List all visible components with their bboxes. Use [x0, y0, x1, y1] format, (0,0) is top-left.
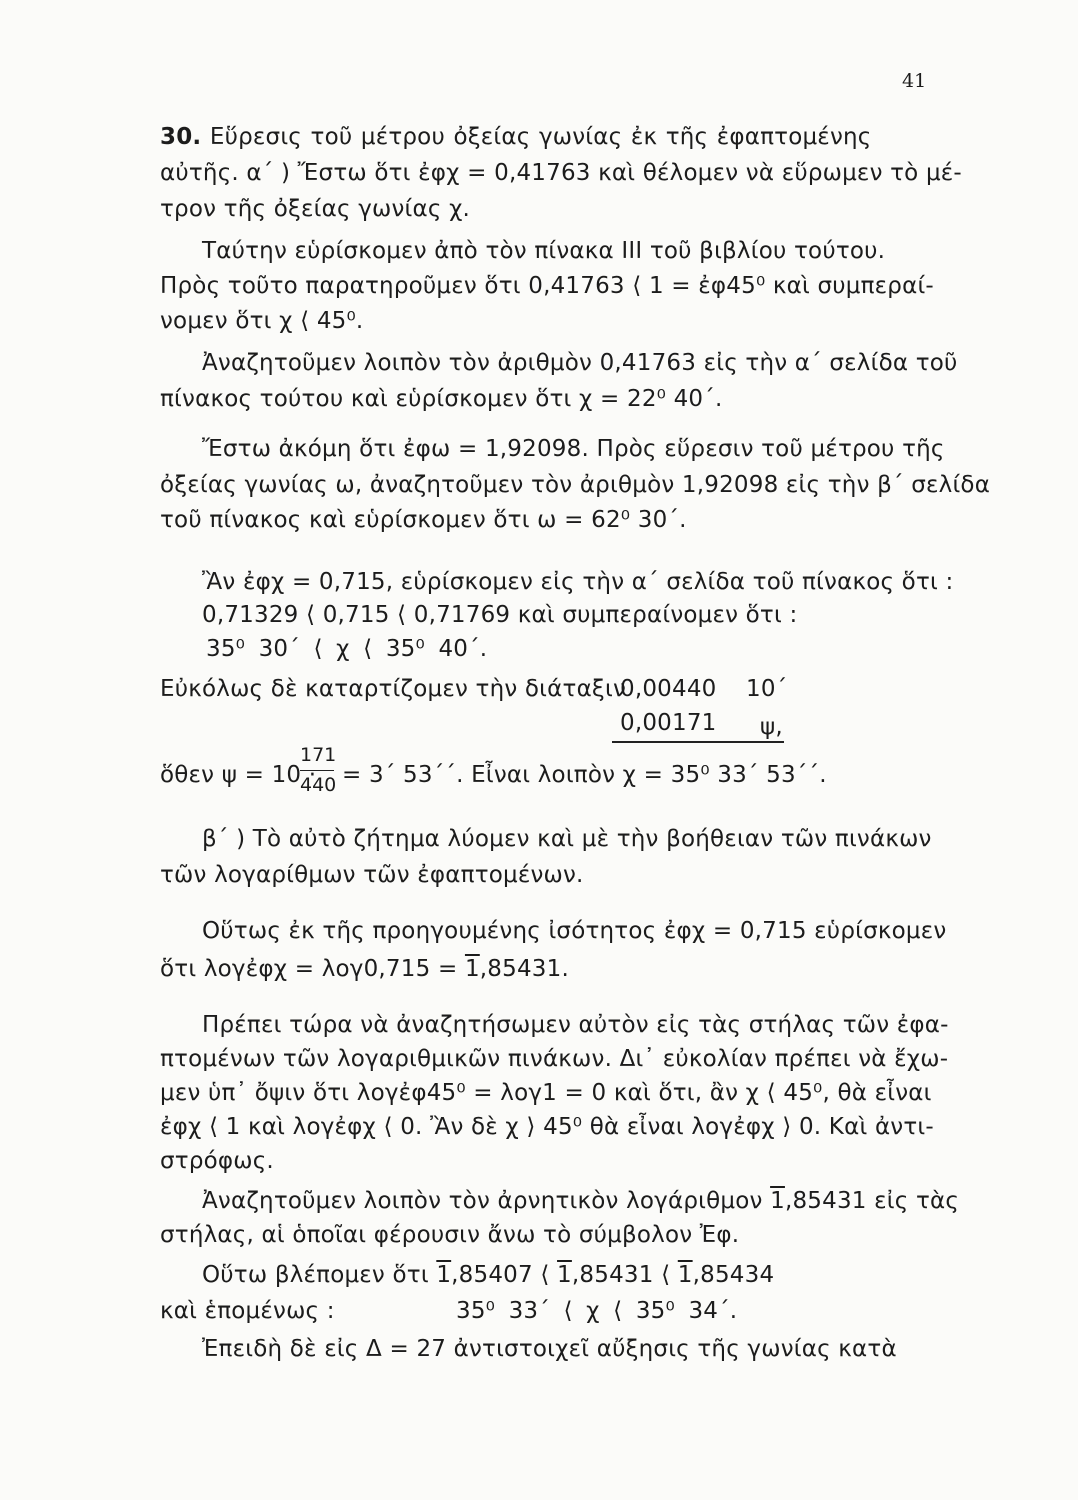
section-number: 30. [160, 124, 202, 150]
bar-digit: 1 [770, 1188, 785, 1214]
text-line-17a: ὅθεν ψ = 10 · [160, 762, 317, 788]
arrangement-value-2: 0,00171 [620, 710, 717, 736]
text-line-30a: καὶ ἑπομένως : [160, 1298, 335, 1324]
text-line-19: τῶν λογαρίθμων τῶν ἐφαπτομένων. [160, 862, 584, 888]
text-line-21b: ,85431. [479, 956, 569, 982]
arrangement-psi: ψ, [760, 714, 783, 740]
bar-digit: 1 [436, 1262, 452, 1288]
text-line-3: τρον τῆς ὀξείας γωνίας χ. [160, 196, 471, 222]
text-line-9: Ἔστω ἀκόμη ὅτι ἐφω = 1,92098. Πρὸς εὕρεσιν τοῦ μέτρου τῆς [202, 436, 945, 462]
text-line-12: Ἂν ἐφχ = 0,715, εὑρίσκομεν εἰς τὴν α΄ σελίδα τοῦ πίνακος ὅτι : [202, 569, 954, 595]
arrangement-value-1: 0,00440 [620, 676, 717, 702]
text-line-30b: 35⁰ 33΄ ⟨ χ ⟨ 35⁰ 34΄. [456, 1298, 738, 1324]
text-line-10: ὀξείας γωνίας ω, ἀναζητοῦμεν τὸν ἀριθμὸν 1,92098 εἰς τὴν β΄ σελίδα [160, 472, 991, 498]
text-line-1: α΄ ) Ἔστω ὅτι ἐφχ = 0,41763 καὶ θέλομεν νὰ εὕρωμεν τὸ μέ- [246, 160, 962, 186]
text-line-27b: ,85431 εἰς τὰς [784, 1188, 960, 1214]
text-line-8: πίνακος τούτου καὶ εὑρίσκομεν ὅτι χ = 22⁰ 40΄. [160, 386, 723, 412]
text-line-13: 0,71329 ⟨ 0,715 ⟨ 0,71769 καὶ συμπεραίνομεν ὅτι : [202, 602, 798, 628]
text-line-29c: ,85431 ⟨ [571, 1262, 671, 1288]
section-heading-line-1 [160, 124, 930, 150]
fraction-bar [300, 770, 334, 771]
text-line-24: μεν ὑπ᾽ ὄψιν ὅτι λογἐφ45⁰ = λογ1 = 0 καὶ ὅτι, ἂν χ ⟨ 45⁰, θὰ εἶναι [160, 1080, 932, 1106]
text-line-26: στρόφως. [160, 1148, 274, 1174]
text-line-15: Εὐκόλως δὲ καταρτίζομεν τὴν διάταξιν [160, 676, 626, 702]
arrangement-rule [612, 741, 784, 743]
fraction-denominator: 440 [300, 774, 337, 796]
text-line-5: Πρὸς τοῦτο παρατηροῦμεν ὅτι 0,41763 ⟨ 1 = ἐφ45⁰ καὶ συμπεραί- [160, 273, 934, 299]
text-line-29b: ,85407 ⟨ [451, 1262, 550, 1288]
page-number: 41 [902, 70, 927, 92]
bar-digit: 1 [464, 956, 480, 982]
section-title-2: αὐτῆς. [160, 160, 239, 186]
text-line-23: πτομένων τῶν λογαριθμικῶν πινάκων. Δι᾽ εὐκολίαν πρέπει νὰ ἔχω- [160, 1046, 949, 1072]
text-line-7: Ἀναζητοῦμεν λοιπὸν τὸν ἀριθμὸν 0,41763 εἰς τὴν α΄ σελίδα τοῦ [202, 350, 958, 376]
arrangement-minutes: 10΄ [746, 676, 788, 702]
text-line-27 [202, 1188, 959, 1214]
text-line-29d: ,85434 [692, 1262, 775, 1288]
text-line-14: 35⁰ 30΄ ⟨ χ ⟨ 35⁰ 40΄. [206, 636, 488, 662]
text-line-22: Πρέπει τώρα νὰ ἀναζητήσωμεν αὐτὸν εἰς τὰς στήλας τῶν ἐφα- [202, 1012, 949, 1038]
bar-digit: 1 [677, 1262, 693, 1288]
text-line-20: Οὕτως ἐκ τῆς προηγουμένης ἰσότητος ἐφχ = 0,715 εὑρίσκομεν [202, 918, 947, 944]
text-line-28: στήλας, αἱ ὁποῖαι φέρουσιν ἄνω τὸ σύμβολον Ἐφ. [160, 1222, 740, 1248]
text-line-6: νομεν ὅτι χ ⟨ 45⁰. [160, 308, 364, 334]
text-line-25: ἐφχ ⟨ 1 καὶ λογἐφχ ⟨ 0. Ἂν δὲ χ ⟩ 45⁰ θὰ εἶναι λογἐφχ ⟩ 0. Καὶ ἀντι- [160, 1114, 934, 1140]
text-line-27a: Ἀναζητοῦμεν λοιπὸν τὸν ἀρνητικὸν λογάριθμον [202, 1188, 763, 1214]
text-line-4: Ταύτην εὑρίσκομεν ἀπὸ τὸν πίνακα ΙΙΙ τοῦ βιβλίου τούτου. [202, 238, 886, 264]
text-line-11: τοῦ πίνακος καὶ εὑρίσκομεν ὅτι ω = 62⁰ 30΄. [160, 507, 687, 533]
bar-digit: 1 [557, 1262, 572, 1288]
section-title-1: Εὕρεσις τοῦ μέτρου ὀξείας γωνίας ἐκ τῆς ἐφαπτομένης [209, 124, 872, 150]
text-line-29a: Οὕτω βλέπομεν ὅτι [202, 1262, 429, 1288]
text-line-2 [160, 160, 962, 186]
text-line-31: Ἐπειδὴ δὲ εἰς Δ = 27 ἀντιστοιχεῖ αὔξησις τῆς γωνίας κατὰ [202, 1336, 897, 1362]
text-line-18: β΄ ) Τὸ αὐτὸ ζήτημα λύομεν καὶ μὲ τὴν βοήθειαν τῶν πινάκων [202, 826, 932, 852]
text-line-21 [160, 956, 569, 982]
text-line-21a: ὅτι λογἐφχ = λογ0,715 = [160, 956, 458, 982]
text-line-29 [202, 1262, 774, 1288]
text-line-17b: = 3΄ 53΄΄. Εἶναι λοιπὸν χ = 35⁰ 33΄ 53΄΄. [342, 762, 827, 788]
fraction-numerator: 171 [300, 744, 337, 766]
